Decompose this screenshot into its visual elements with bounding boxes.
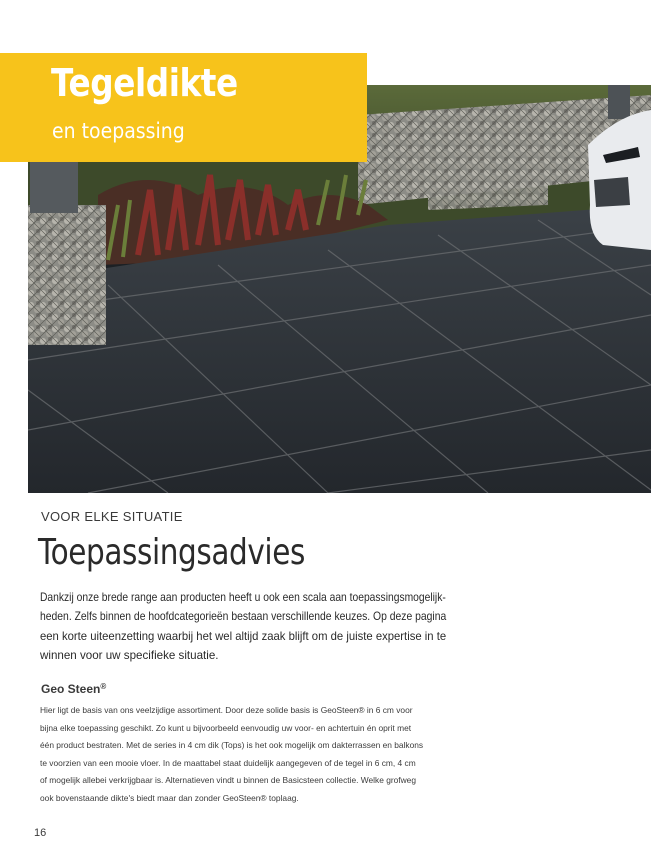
product-name: Geo Steen	[41, 682, 101, 696]
intro-paragraph	[40, 588, 446, 665]
product-heading	[41, 682, 106, 696]
title-box	[0, 53, 367, 162]
intro-line: Dankzij onze brede range aan producten heeft u ook een scala aan toepassingsmogelijk-	[40, 591, 446, 604]
body-line: of mogelijk allebei verkrijgbaar is. Alternatieven vindt u binnen de Basicsteen collectie. Welke grofweg	[40, 775, 416, 785]
lamp-post	[30, 155, 78, 213]
section-heading: Toepassingsadvies	[38, 532, 305, 573]
page-title: Tegeldikte	[51, 61, 238, 105]
body-line: ook bovenstaande dikte's biedt maar dan zonder GeoSteen® toplaag.	[40, 792, 299, 803]
gabion-wall-side	[428, 125, 548, 210]
body-line: te voorzien van een mooie vloer. In de maattabel staat duidelijk aangegeven of de tegel in 6 cm, 4 cm	[40, 757, 416, 768]
page-subtitle: en toepassing	[52, 119, 185, 143]
body-line: bijna elke toepassing geschikt. Zo kunt u bijvoorbeeld eenvoudig uw voor- en achtertuin én oprit met	[40, 722, 412, 733]
intro-line: heden. Zelfs binnen de hoofdcategorieën bestaan verschillende keuzes. Op deze pagina	[40, 610, 447, 624]
page-number: 16	[34, 827, 47, 839]
car-grille	[594, 177, 630, 207]
lamp-post-back	[608, 85, 630, 119]
gabion-column	[28, 205, 106, 345]
intro-line: winnen voor uw specifieke situatie.	[40, 648, 219, 662]
body-line: Hier ligt de basis van ons veelzijdige assortiment. Door deze solide basis is GeoSteen® in 6 cm voor	[40, 705, 413, 715]
body-line: één product bestraten. Met de series in 4 cm dik (Tops) is het ook mogelijk om dakterrassen en balkons	[40, 740, 424, 750]
section-kicker: VOOR ELKE SITUATIE	[41, 509, 183, 524]
registered-mark: ®	[100, 682, 107, 691]
intro-line: een korte uiteenzetting waarbij het wel altijd zaak blijft om de juiste expertise in te	[40, 629, 447, 643]
product-description	[40, 702, 446, 807]
